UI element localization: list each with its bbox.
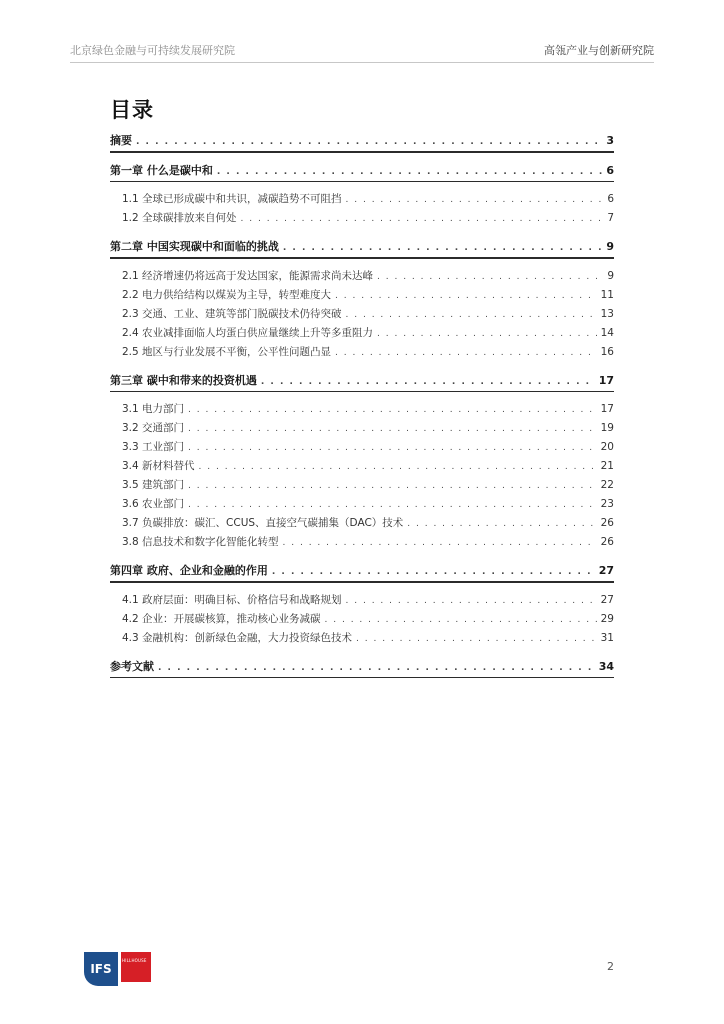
toc-dot-leader: [377, 272, 603, 282]
toc-dot-leader: [188, 424, 597, 434]
toc-dot-leader: [188, 405, 597, 415]
toc-entry-label: 参考文献: [110, 659, 154, 673]
toc-section-entry[interactable]: [110, 515, 614, 534]
chapter-divider: [110, 181, 614, 183]
toc-dot-leader: [346, 195, 604, 205]
header-left-org: 北京绿色金融与可持续发展研究院: [70, 44, 235, 57]
toc-entry-page: 13: [600, 307, 614, 320]
header-right-org: 高瓴产业与创新研究院: [544, 44, 654, 57]
toc-dot-leader: [217, 167, 603, 177]
toc-entry-page: 7: [607, 212, 614, 224]
toc-entry-page: 6: [607, 193, 614, 205]
toc-dot-leader: [377, 329, 597, 339]
toc-dot-leader: [356, 634, 597, 644]
toc-chapter-entry[interactable]: [110, 132, 614, 151]
toc-section-entry[interactable]: [110, 496, 614, 515]
toc-section-entry[interactable]: [110, 592, 614, 611]
toc-entry-page: 17: [600, 403, 614, 415]
toc-chapter-entry[interactable]: [110, 372, 614, 391]
toc-section-entry[interactable]: [110, 611, 614, 630]
toc-entry-page: 17: [598, 373, 614, 387]
toc-dot-leader: [188, 481, 597, 491]
toc-section-entry[interactable]: [110, 191, 614, 210]
chapter-divider: [110, 677, 614, 679]
toc-entry-label: 3.4 新材料替代: [122, 460, 195, 472]
toc-entry-label: 3.8 信息技术和数字化智能化转型: [122, 536, 279, 548]
toc-entry-page: 27: [598, 564, 614, 577]
toc-dot-leader: [283, 243, 603, 253]
page-header: [70, 38, 654, 63]
hillhouse-logo: [121, 952, 151, 982]
toc-dot-leader: [136, 137, 602, 147]
toc-section-entry[interactable]: [110, 420, 614, 439]
toc-section-entry[interactable]: [110, 210, 614, 229]
toc-dot-leader: [261, 377, 595, 387]
chapter-divider: [110, 257, 614, 259]
toc-section-entry[interactable]: [110, 439, 614, 458]
page-number: 2: [607, 960, 614, 973]
toc-entry-page: 31: [600, 631, 614, 644]
section-gap: [110, 553, 614, 562]
toc-dot-leader: [407, 519, 596, 529]
toc-section-entry[interactable]: [110, 630, 614, 649]
toc-entry-page: 6: [606, 163, 614, 177]
toc-entry-label: 2.5 地区与行业发展不平衡，公平性问题凸显: [122, 345, 332, 358]
toc-dot-leader: [188, 500, 597, 510]
toc-chapter-entry[interactable]: [110, 658, 614, 677]
toc-dot-leader: [158, 663, 595, 673]
toc-section-entry[interactable]: [110, 534, 614, 553]
toc-dot-leader: [272, 567, 595, 577]
toc-entry-page: 21: [600, 460, 614, 472]
toc-entry-label: 3.3 工业部门: [122, 441, 185, 453]
section-gap: [110, 363, 614, 372]
section-gap: [110, 229, 614, 238]
toc-entry-page: 11: [600, 288, 614, 301]
toc-entry-label: 摘要: [110, 134, 132, 147]
toc-section-entry[interactable]: [110, 287, 614, 306]
ifs-logo: [84, 952, 118, 986]
toc-section-entry[interactable]: [110, 458, 614, 477]
toc-entry-page: 19: [600, 422, 614, 434]
toc-dot-leader: [241, 214, 604, 224]
toc-dot-leader: [346, 596, 597, 606]
toc-entry-label: 第二章 中国实现碳中和面临的挑战: [110, 240, 279, 253]
toc-dot-leader: [335, 291, 597, 301]
toc-section-entry[interactable]: [110, 325, 614, 344]
chapter-divider: [110, 391, 614, 393]
toc-section-entry[interactable]: [110, 401, 614, 420]
chapter-divider: [110, 151, 614, 153]
toc-section-entry[interactable]: [110, 344, 614, 363]
toc-entry-page: 26: [600, 517, 614, 529]
toc-dot-leader: [335, 348, 597, 358]
toc-entry-page: 22: [600, 479, 614, 491]
toc-entry-label: 2.2 电力供给结构以煤炭为主导，转型难度大: [122, 288, 332, 301]
toc-entry-page: 27: [600, 593, 614, 606]
chapter-divider: [110, 581, 614, 583]
toc-dot-leader: [346, 310, 597, 320]
toc-dot-leader: [188, 443, 597, 453]
toc-entry-label: 4.1 政府层面：明确目标、价格信号和战略规划: [122, 593, 342, 606]
toc-entry-label: 3.1 电力部门: [122, 403, 185, 415]
toc-entry-label: 第四章 政府、企业和金融的作用: [110, 564, 268, 577]
toc-entry-page: 14: [600, 326, 614, 339]
toc-entry-page: 9: [606, 240, 614, 253]
toc-entry-page: 23: [600, 498, 614, 510]
toc-dot-leader: [283, 538, 597, 548]
toc-entry-label: 4.3 金融机构：创新绿色金融，大力投资绿色技术: [122, 631, 353, 644]
toc-entry-page: 16: [600, 345, 614, 358]
hillhouse-logo-text: HILLHOUSE: [122, 958, 147, 963]
table-of-contents: [110, 132, 614, 687]
toc-entry-label: 3.7 负碳排放：碳汇、CCUS、直接空气碳捕集（DAC）技术: [122, 517, 404, 529]
toc-title: 目录: [110, 98, 154, 122]
section-gap: [110, 649, 614, 658]
toc-entry-label: 2.1 经济增速仍将远高于发达国家，能源需求尚未达峰: [122, 269, 374, 282]
toc-entry-page: 26: [600, 536, 614, 548]
toc-section-entry[interactable]: [110, 306, 614, 325]
toc-dot-leader: [199, 462, 597, 472]
toc-entry-label: 1.2 全球碳排放来自何处: [122, 212, 237, 224]
toc-chapter-entry[interactable]: [110, 238, 614, 257]
toc-dot-leader: [325, 615, 597, 625]
toc-entry-label: 2.3 交通、工业、建筑等部门脱碳技术仍待突破: [122, 307, 342, 320]
toc-entry-page: 29: [600, 612, 614, 625]
toc-entry-page: 20: [600, 441, 614, 453]
toc-section-entry[interactable]: [110, 268, 614, 287]
ifs-logo-text: IFS: [90, 962, 112, 976]
toc-entry-label: 1.1 全球已形成碳中和共识，减碳趋势不可阻挡: [122, 193, 342, 205]
toc-entry-label: 3.6 农业部门: [122, 498, 185, 510]
toc-entry-label: 第三章 碳中和带来的投资机遇: [110, 373, 257, 387]
toc-chapter-entry[interactable]: [110, 162, 614, 181]
toc-chapter-entry[interactable]: [110, 562, 614, 581]
toc-entry-page: 34: [598, 659, 614, 673]
toc-entry-label: 3.2 交通部门: [122, 422, 185, 434]
toc-entry-label: 4.2 企业：开展碳核算，推动核心业务减碳: [122, 612, 321, 625]
toc-entry-label: 第一章 什么是碳中和: [110, 163, 213, 177]
footer-logos: [84, 952, 151, 986]
toc-section-entry[interactable]: [110, 477, 614, 496]
toc-entry-label: 3.5 建筑部门: [122, 479, 185, 491]
toc-entry-page: 9: [607, 269, 614, 282]
toc-entry-page: 3: [606, 134, 614, 147]
toc-entry-label: 2.4 农业减排面临人均蛋白供应量继续上升等多重阻力: [122, 326, 374, 339]
